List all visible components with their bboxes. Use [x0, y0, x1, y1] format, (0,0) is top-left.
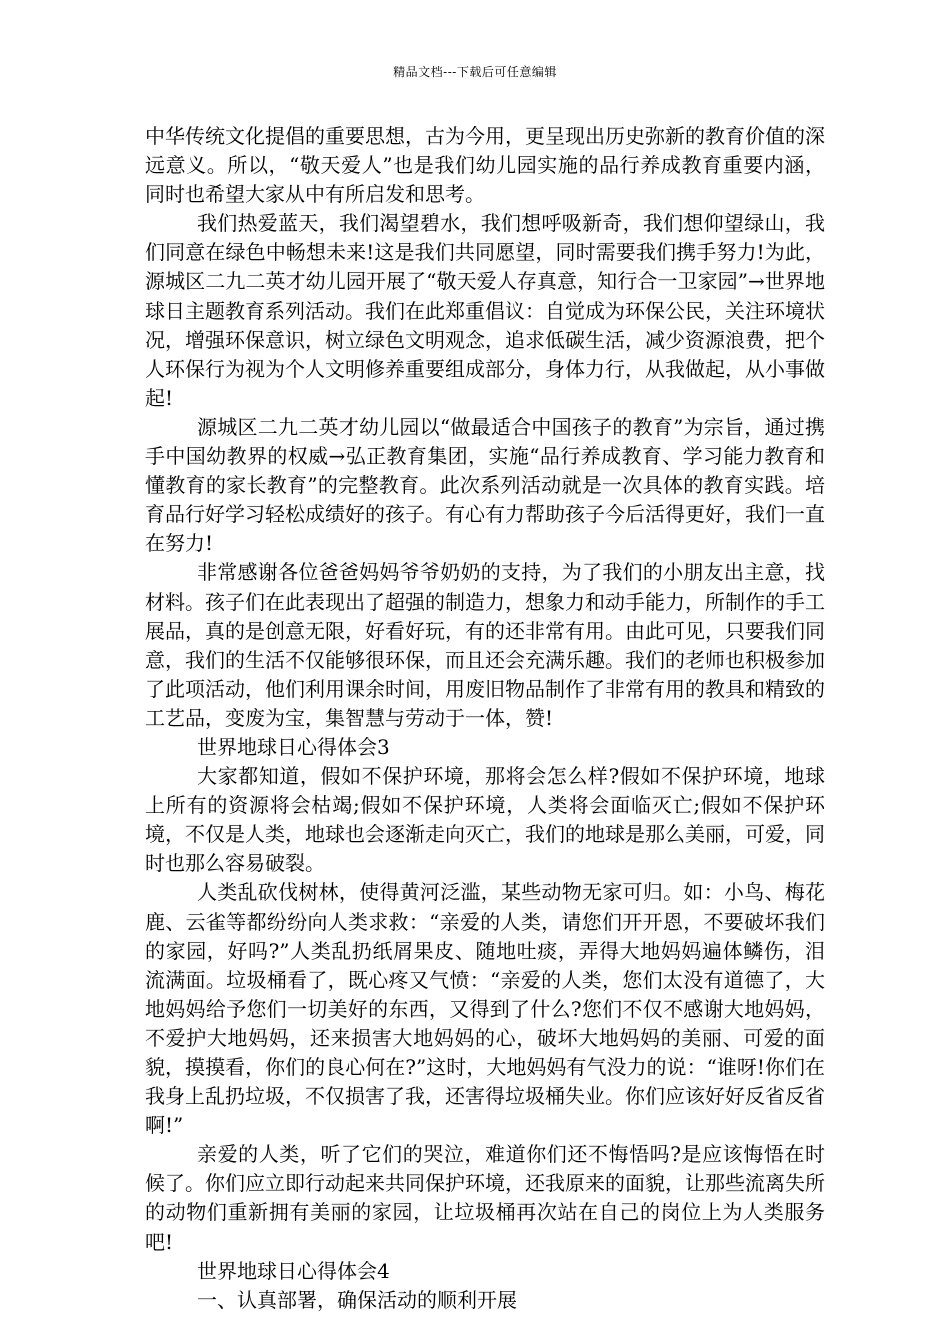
paragraph: 我们热爱蓝天，我们渴望碧水，我们想呼吸新奇，我们想仰望绿山，我们同意在绿色中畅想未来!这是我们共同愿望，同时需要我们携手努力!为此，源城区二九二英才幼儿园开展了“敬天爱人存真意，知行合一卫家园”→世界地球日主题教育系列活动。我们在此郑重倡议：自觉成为环保公民，关注环境状况，增强环保意识，树立绿色文明观念，追求低碳生活，减少资源浪费，把个人环保行为视为个人文明修养重要组成部分，身体力行，从我做起，从小事做起! [145, 211, 825, 410]
paragraph: 源城区二九二英才幼儿园以“做最适合中国孩子的教育”为宗旨，通过携手中国幼教界的权威→弘正教育集团，实施“品行养成教育、学习能力教育和懂教育的家长教育”的完整教育。此次系列活动就是一次具体的教育实践。培育品行好学习轻松成绩好的孩子。有心有力帮助孩子今后活得更好，我们一直在努力! [145, 414, 825, 556]
paragraph: 非常感谢各位爸爸妈妈爷爷奶奶的支持，为了我们的小朋友出主意，找材料。孩子们在此表现出了超强的制造力，想象力和动手能力，所制作的手工展品，真的是创意无限，好看好玩，有的还非常有用。由此可见，只要我们同意，我们的生活不仅能够很环保，而且还会充满乐趣。我们的老师也积极参加了此项活动，他们利用课余时间，用废旧物品制作了非常有用的教具和精致的工艺品，变废为宝，集智慧与劳动于一体，赞! [145, 560, 825, 730]
page-header: 精品文档---下载后可任意编辑 [393, 65, 557, 79]
paragraph: 大家都知道，假如不保护环境，那将会怎么样?假如不保护环境，地球上所有的资源将会枯竭;假如不保护环境，人类将会面临灭亡;假如不保护环境，不仅是人类，地球也会逐渐走向灭亡，我们的地球是那么美丽，可爱，同时也那么容易破裂。 [145, 764, 825, 876]
paragraph: 一、认真部署，确保活动的顺利开展 [197, 1287, 517, 1312]
paragraph: 中华传统文化提倡的重要思想，古为今用，更呈现出历史弥新的教育价值的深远意义。所以，“敬天爱人”也是我们幼儿园实施的品行养成教育重要内涵，同时也希望大家从中有所启发和思考。 [145, 124, 825, 207]
paragraph: 亲爱的人类，听了它们的哭泣，难道你们还不悔悟吗?是应该悔悟在时候了。你们应立即行动起来共同保护环境，还我原来的面貌，让那些流离失所的动物们重新拥有美丽的家园，让垃圾桶再次站在自己的岗位上为人类服务吧! [145, 1142, 825, 1254]
paragraph: 人类乱砍伐树林，使得黄河泛滥，某些动物无家可归。如：小鸟、梅花鹿、云雀等都纷纷向人类求救：“亲爱的人类，请您们开开恩，不要破坏我们的家园，好吗?”人类乱扔纸屑果皮、随地吐痰，弄得大地妈妈遍体鳞伤，泪流满面。垃圾桶看了，既心疼又气愤：“亲爱的人类，您们太没有道德了，大地妈妈给予您们一切美好的东西，又得到了什么?您们不仅不感谢大地妈妈，不爱护大地妈妈，还来损害大地妈妈的心，破坏大地妈妈的美丽、可爱的面貌，摸摸看，你们的良心何在?”这时，大地妈妈有气没力的说：“谁呀!你们在我身上乱扔垃圾，不仅损害了我，还害得垃圾桶失业。你们应该好好反省反省啊!” [145, 880, 825, 1138]
section-heading: 世界地球日心得体会3 [197, 734, 390, 759]
document-body [145, 122, 825, 1315]
section-heading: 世界地球日心得体会4 [197, 1258, 390, 1283]
